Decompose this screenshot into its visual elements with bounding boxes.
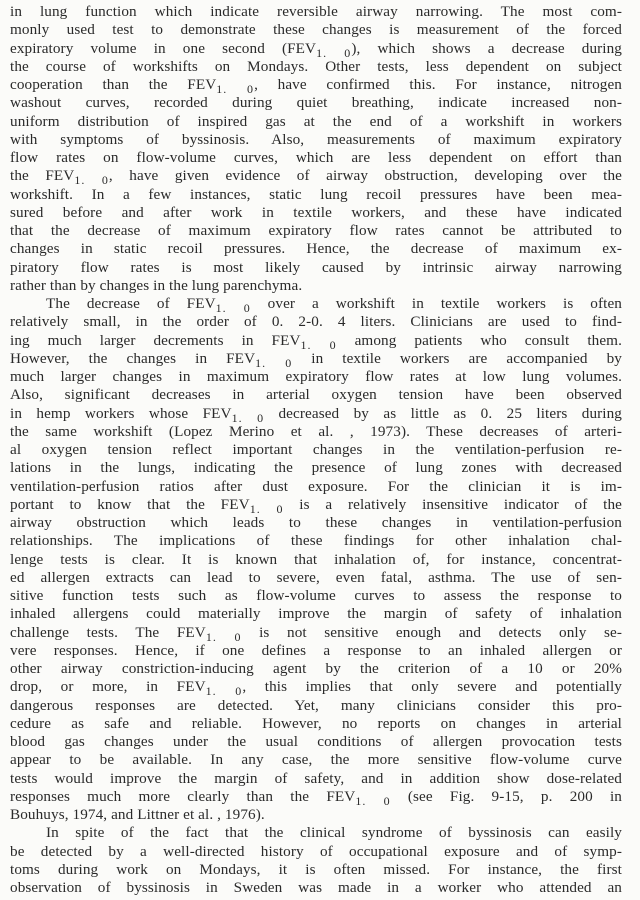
text-segment: observation of byssinosis in Sweden was made in a worker who attended an: [10, 879, 622, 896]
text-segment: the same workshift (Lopez Merino et al. , 1973). These decreases of arteri-: [10, 422, 622, 440]
text-segment: is a relatively insensitive indicator of the: [283, 495, 622, 513]
text-line: [10, 295, 622, 313]
text-line: [10, 131, 622, 149]
text-segment: be detected by a well-directed history of occupational exposure and of symp-: [10, 842, 622, 860]
subscript: 1. 0: [316, 45, 352, 60]
text-segment: among patients who consult them.: [336, 331, 622, 349]
text-segment: flow rates on flow-volume curves, which are less dependent on effort than: [10, 149, 622, 166]
text-line: [10, 94, 622, 112]
text-line: [10, 642, 622, 660]
text-line: [10, 715, 622, 733]
text-line: [10, 678, 622, 699]
document-page: [10, 3, 622, 897]
text-line: [10, 733, 622, 751]
text-line: [10, 113, 622, 131]
text-segment: (see Fig. 9-15, p. 200 in: [390, 787, 622, 805]
text-segment: Bouhuys, 1974, and Littner et al. , 1976).: [10, 806, 265, 823]
text-line: [10, 405, 622, 423]
text-line: [10, 532, 622, 550]
text-segment: the FEV: [10, 167, 75, 185]
text-segment: appear to be available. In any case, the more sensitive flow-volume curve: [10, 751, 622, 769]
text-line: [10, 496, 622, 514]
text-segment: responses much more clearly than the FEV: [10, 787, 356, 805]
text-line: [10, 879, 622, 897]
text-segment: tests would improve the margin of safety, and in addition show dose-related: [10, 769, 622, 787]
text-line: [10, 167, 623, 188]
text-segment: relationships. The implications of these findings for other inhalation chal-: [10, 532, 622, 550]
text-line: [10, 40, 622, 58]
text-line: [10, 76, 622, 94]
text-line: [10, 843, 622, 861]
text-segment: with symptoms of byssinosis. Also, measurements of maximum expiratory: [10, 130, 622, 148]
text-line: [10, 806, 622, 824]
text-segment: dangerous responses are detected. Yet, many clinicians consider this pro-: [10, 696, 622, 714]
text-segment: workshift. In a few instances, static lung recoil pressures have been mea-: [10, 185, 622, 203]
text-segment: over a workshift in textile workers is often: [250, 295, 623, 312]
text-segment: in lung function which indicate reversible airway narrowing. The most com-: [10, 3, 622, 20]
text-line: [10, 459, 622, 477]
text-line: [10, 277, 622, 295]
text-line: [10, 861, 622, 879]
text-segment: expiratory volume in one second (FEV: [10, 39, 317, 57]
subscript: 1. 0: [74, 173, 109, 188]
text-line: [10, 441, 622, 459]
text-segment: lations in the lungs, indicating the presence of lung zones with decreased: [10, 459, 622, 477]
text-line: [10, 149, 622, 167]
subscript: 1. 0: [300, 337, 337, 352]
text-line: [10, 186, 622, 204]
text-line: [10, 605, 622, 623]
text-line: [10, 551, 622, 569]
text-line: [10, 313, 622, 331]
text-segment: challenge tests. The FEV: [10, 623, 206, 641]
text-segment: cooperation than the FEV: [10, 76, 217, 93]
text-line: [10, 697, 622, 715]
subscript: 1. 0: [216, 82, 255, 96]
text-segment: The decrease of FEV: [46, 295, 216, 312]
text-segment: , have confirmed this. For instance, nitrogen: [254, 76, 622, 93]
text-segment: is not sensitive enough and detects only se-: [241, 623, 623, 641]
text-line: [10, 478, 622, 496]
text-segment: lenge tests is clear. It is known that inhalation of, for instance, concentrat-: [10, 550, 622, 568]
text-segment: However, the changes in FEV: [10, 349, 256, 367]
text-segment: In spite of the fact that the clinical syndrome of byssinosis can easily: [46, 824, 622, 842]
text-segment: sitive function tests such as flow-volume curves to assess the response to: [10, 587, 622, 604]
text-segment: monly used test to demonstrate these changes is measurement of the forced: [10, 21, 622, 39]
text-line: [10, 569, 622, 587]
text-line: [10, 423, 622, 441]
text-line: [10, 587, 622, 605]
text-segment: that the decrease of maximum expiratory flow rates cannot be attributed to: [10, 222, 622, 239]
text-segment: al oxygen tension reflect important changes in the ventilation-perfusion re-: [10, 441, 622, 458]
subscript: 1. 0: [249, 501, 284, 516]
subscript: 1. 0: [255, 355, 293, 370]
text-line: [10, 514, 622, 532]
text-line: [10, 368, 622, 386]
text-segment: vere responses. Hence, if one defines a response to an inhaled allergen or: [10, 641, 622, 659]
text-segment: rather than by changes in the lung parenchyma.: [10, 276, 303, 294]
text-segment: in hemp workers whose FEV: [10, 404, 232, 422]
text-segment: washout curves, recorded during quiet breathing, indicate increased non-: [10, 94, 622, 112]
subscript: 1. 0: [355, 793, 391, 808]
text-line: [10, 204, 622, 222]
text-segment: drop, or more, in FEV: [10, 678, 206, 696]
text-line: [10, 240, 622, 258]
text-line: [10, 624, 622, 642]
text-segment: changes in static recoil pressures. Hence, the decrease of maximum ex-: [10, 240, 622, 258]
text-line: [10, 222, 622, 240]
text-segment: blood gas changes under the usual conditions of allergen provocation tests: [10, 733, 622, 750]
text-segment: portant to know that the FEV: [10, 495, 250, 513]
subscript: 1. 0: [205, 684, 243, 699]
text-segment: the course of workshifts on Mondays. Other tests, less dependent on subject: [10, 57, 622, 75]
text-segment: ed allergen extracts can lead to severe, even fatal, asthma. The use of sen-: [10, 568, 622, 586]
text-line: [10, 770, 622, 788]
text-line: [10, 259, 622, 277]
text-segment: ), which shows a decrease during: [351, 39, 623, 57]
text-segment: much larger changes in maximum expiratory flow rates at low lung volumes.: [10, 368, 622, 385]
text-line: [10, 824, 622, 842]
text-segment: inhaled allergens could materially improve the margin of safety of inhalation: [10, 605, 622, 623]
subscript: 1. 0: [205, 629, 242, 644]
text-line: [10, 350, 622, 368]
text-line: [10, 660, 622, 678]
text-segment: in textile workers are accompanied by: [292, 349, 622, 367]
text-line: [10, 332, 622, 350]
text-segment: cedure as safe and reliable. However, no reports on changes in arterial: [10, 714, 622, 732]
text-segment: Also, significant decreases in arterial oxygen tension have been observed: [10, 386, 622, 404]
text-segment: ing much larger decrements in FEV: [10, 331, 301, 349]
subscript: 1. 0: [215, 301, 251, 315]
text-segment: airway obstruction which leads to these changes in ventilation-perfusion: [10, 514, 622, 531]
text-segment: sured before and after work in textile workers, and these have indicated: [10, 203, 622, 221]
text-segment: decreased by as little as 0. 25 liters during: [264, 404, 623, 422]
text-segment: , have given evidence of airway obstruction, developing over the: [108, 167, 623, 185]
text-segment: toms during work on Mondays, it is often missed. For instance, the first: [10, 860, 622, 878]
text-line: [10, 751, 622, 769]
text-segment: ventilation-perfusion ratios after dust exposure. For the clinician it is im-: [10, 477, 622, 495]
text-line: [10, 58, 622, 76]
text-segment: relatively small, in the order of 0. 2-0. 4 liters. Clinicians are used to find-: [10, 313, 622, 331]
text-line: [10, 21, 622, 39]
subscript: 1. 0: [231, 410, 265, 425]
text-line: [10, 788, 622, 806]
text-line: [10, 3, 622, 21]
text-line: [10, 386, 622, 404]
text-segment: , this implies that only severe and potentially: [242, 678, 622, 696]
text-segment: uniform distribution of inspired gas at the end of a workshift in workers: [10, 112, 622, 130]
text-segment: other airway constriction-inducing agent by the criterion of a 10 or 20%: [10, 660, 622, 677]
text-segment: piratory flow rates is most likely caused by intrinsic airway narrowing: [10, 258, 622, 276]
